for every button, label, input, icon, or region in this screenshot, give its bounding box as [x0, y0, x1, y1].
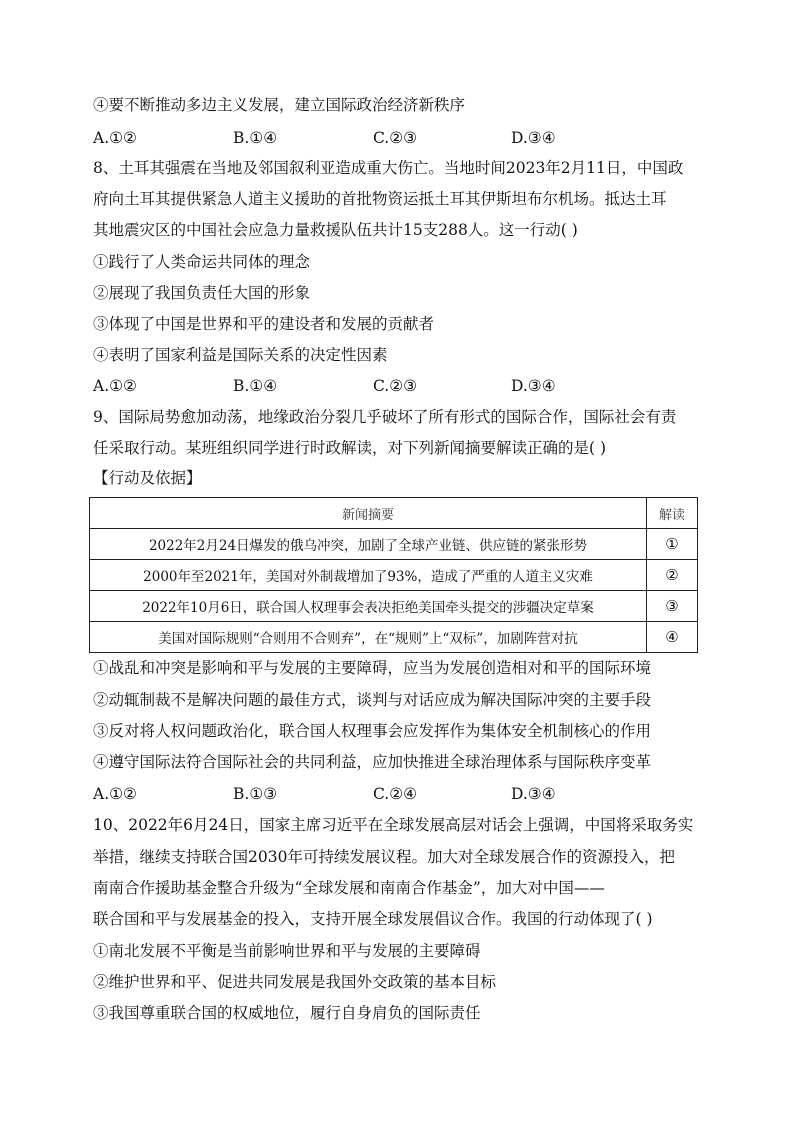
table-row: [90, 560, 698, 591]
q7-option-b[interactable]: B.①④: [233, 129, 278, 147]
q9-item-1: ①战乱和冲突是影响和平与发展的主要障碍，应当为发展创造相对和平的国际环境: [93, 659, 652, 677]
q9-option-a[interactable]: A.①②: [93, 785, 137, 803]
q9-options: [93, 784, 653, 804]
table-row: [90, 529, 698, 560]
q9-item-4: ④遵守国际法符合国际社会的共同利益，应加快推进全球治理体系与国际秩序变革: [93, 753, 652, 771]
news-cell: 2022年10月6日，联合国人权理事会表决拒绝美国牵头提交的涉疆决定草案: [90, 591, 647, 622]
q8-stem-line-3: 其地震灾区的中国社会应急力量救援队伍共计15支288人。这一行动( ): [93, 221, 578, 239]
q9-item-2: ②动辄制裁不是解决问题的最佳方式，谈判与对话应成为解决国际冲突的主要手段: [93, 691, 652, 709]
q9-section-label: 【行动及依据】: [93, 469, 202, 487]
q8-item-2: ②展现了我国负责任大国的形象: [93, 284, 311, 302]
q8-option-d[interactable]: D.③④: [511, 377, 556, 395]
q10-stem-line-3: 南南合作援助基金整合升级为“全球发展和南南合作基金”，加大对中国——: [93, 879, 605, 897]
q8-option-b[interactable]: B.①④: [233, 377, 278, 395]
interpretation-cell: ③: [647, 591, 698, 622]
q7-option-d[interactable]: D.③④: [511, 129, 556, 147]
news-cell: 2000年至2021年，美国对外制裁增加了93%，造成了严重的人道主义灾难: [90, 560, 647, 591]
q10-stem-line-2: 举措，继续支持联合国2030年可持续发展议程。加大对全球发展合作的资源投入，把: [93, 848, 675, 866]
header-interpretation: 解读: [647, 498, 698, 529]
news-cell: 美国对国际规则“合则用不合则弃”，在“规则”上“双标”，加剧阵营对抗: [90, 622, 647, 653]
q9-option-c[interactable]: C.②④: [373, 785, 418, 803]
interpretation-cell: ①: [647, 529, 698, 560]
q8-item-3: ③体现了中国是世界和平的建设者和发展的贡献者: [93, 315, 435, 333]
table-header-row: [90, 498, 698, 529]
q9-option-d[interactable]: D.③④: [511, 785, 556, 803]
q8-stem-line-2: 府向土耳其提供紧急人道主义援助的首批物资运抵土耳其伊斯坦布尔机场。抵达土耳: [93, 190, 667, 208]
q7-options: [93, 128, 653, 148]
q8-option-c[interactable]: C.②③: [373, 377, 418, 395]
q9-option-b[interactable]: B.①③: [233, 785, 278, 803]
q7-item-4: ④要不断推动多边主义发展，建立国际政治经济新秩序: [93, 96, 466, 114]
q8-option-a[interactable]: A.①②: [93, 377, 137, 395]
news-table: [89, 497, 698, 653]
q9-stem-line-1: 9、国际局势愈加动荡，地缘政治分裂几乎破坏了所有形式的国际合作，国际社会有责: [93, 408, 677, 426]
q10-stem-line-1: 10、2022年6月24日，国家主席习近平在全球发展高层对话会上强调，中国将采取务实: [93, 816, 694, 834]
news-cell: 2022年2月24日爆发的俄乌冲突，加剧了全球产业链、供应链的紧张形势: [90, 529, 647, 560]
q10-stem-line-4: 联合国和平与发展基金的投入，支持开展全球发展倡议合作。我国的行动体现了( ): [93, 910, 653, 928]
q10-item-3: ③我国尊重联合国的权威地位，履行自身肩负的国际责任: [93, 1004, 481, 1022]
q7-option-a[interactable]: A.①②: [93, 129, 137, 147]
q8-options: [93, 376, 653, 396]
q8-item-4: ④表明了国家利益是国际关系的决定性因素: [93, 346, 388, 364]
q8-item-1: ①践行了人类命运共同体的理念: [93, 253, 311, 271]
header-news-summary: 新闻摘要: [90, 498, 647, 529]
q9-item-3: ③反对将人权问题政治化，联合国人权理事会应发挥作为集体安全机制核心的作用: [93, 722, 652, 740]
q7-option-c[interactable]: C.②③: [373, 129, 418, 147]
q9-stem-line-2: 任采取行动。某班组织同学进行时政解读，对下列新闻摘要解读正确的是( ): [93, 439, 607, 457]
table-row: [90, 622, 698, 653]
q8-stem-line-1: 8、土耳其强震在当地及邻国叙利亚造成重大伤亡。当地时间2023年2月11日，中国政: [93, 159, 684, 177]
table-row: [90, 591, 698, 622]
q10-item-2: ②维护世界和平、促进共同发展是我国外交政策的基本目标: [93, 973, 497, 991]
interpretation-cell: ④: [647, 622, 698, 653]
q10-item-1: ①南北发展不平衡是当前影响世界和平与发展的主要障碍: [93, 942, 481, 960]
interpretation-cell: ②: [647, 560, 698, 591]
